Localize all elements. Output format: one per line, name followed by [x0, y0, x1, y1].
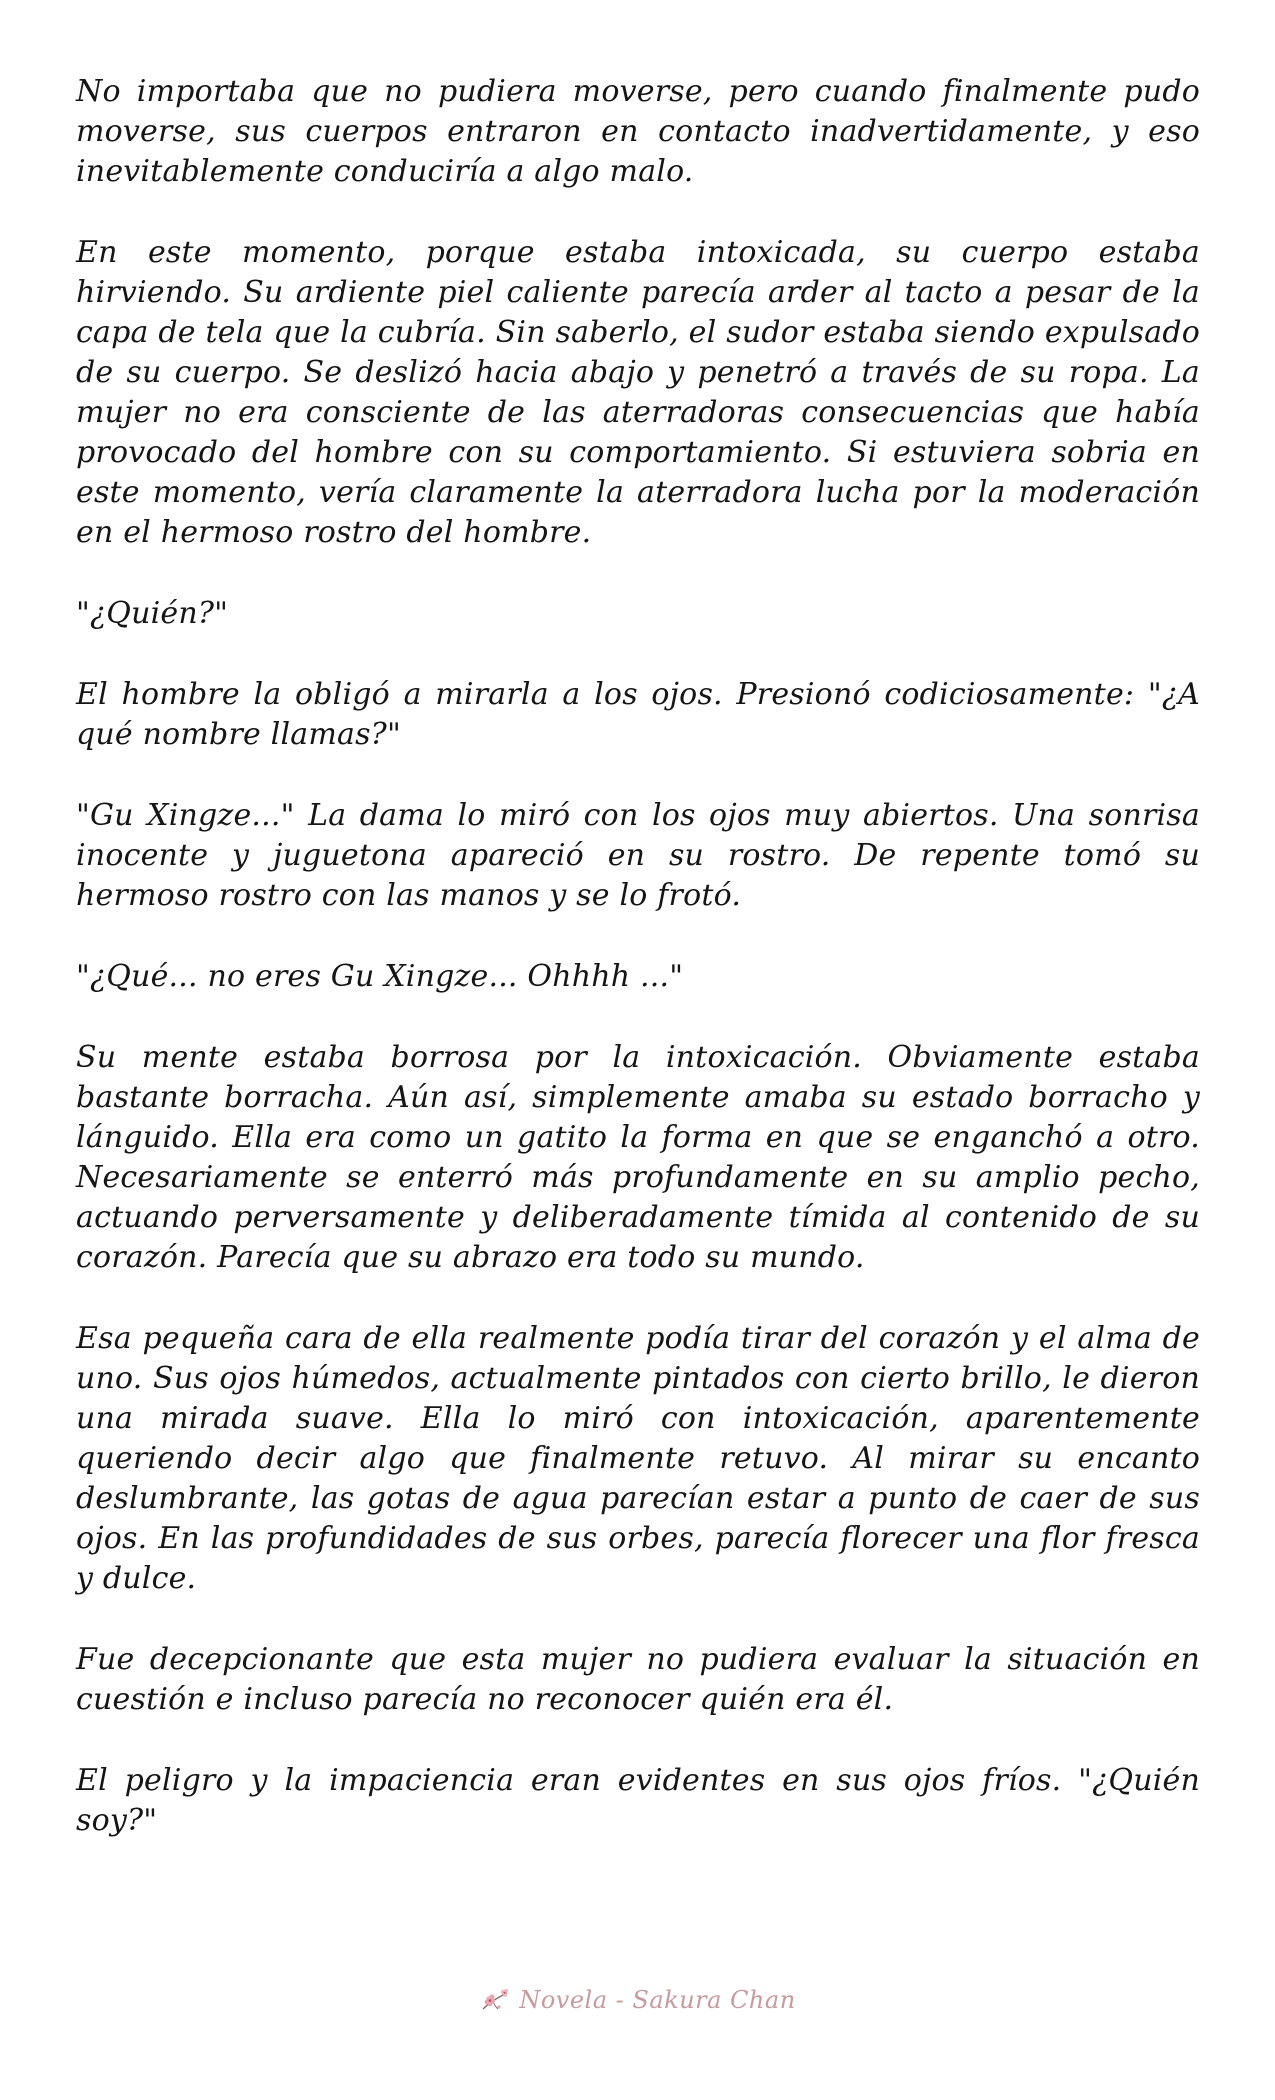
- paragraph-2: En este momento, porque estaba intoxicada, su cuerpo estaba hirviendo. Su ardiente piel caliente parecía arder al tacto a pesar de la capa de tela que la cubría. Sin saberlo, el sudor estaba siendo expulsado de su cuerpo. Se deslizó hacia abajo y penetró a través de su ropa. La mujer no era consciente de las aterradoras consecuencias que había provocado del hombre con su comportamiento. Si estuviera sobria en este momento, vería claramente la aterradora lucha por la moderación en el hermoso rostro del hombre.: [76, 235, 1200, 550]
- paragraph-9: Fue decepcionante que esta mujer no pudiera evaluar la situación en cuestión e incluso parecía no reconocer quién era él.: [76, 1642, 1200, 1717]
- footer-label: Novela - Sakura Chan: [519, 1986, 796, 2014]
- footer-watermark: [0, 1986, 1275, 2018]
- paragraph-6: "¿Qué... no eres Gu Xingze... Ohhhh ...": [76, 959, 684, 994]
- paragraph-7: Su mente estaba borrosa por la intoxicación. Obviamente estaba bastante borracha. Aún así, simplemente amaba su estado borracho y lánguido. Ella era como un gatito la forma en que se enganchó a otro. Necesariamente se enterró más profundamente en su amplio pecho, actuando perversamente y deliberadamente tímida al contenido de su corazón. Parecía que su abrazo era todo su mundo.: [76, 1040, 1200, 1275]
- paragraph-4: El hombre la obligó a mirarla a los ojos. Presionó codiciosamente: "¿A qué nombre llamas?": [76, 677, 1200, 752]
- paragraph-10: El peligro y la impaciencia eran evidentes en sus ojos fríos. "¿Quién soy?": [76, 1763, 1200, 1838]
- footer-inner: [479, 1986, 795, 2014]
- paragraph-1: No importaba que no pudiera moverse, pero cuando finalmente pudo moverse, sus cuerpos entraron en contacto inadvertidamente, y eso inevitablemente conduciría a algo malo.: [76, 74, 1200, 189]
- paragraph-3: "¿Quién?": [76, 596, 229, 631]
- paragraph-5: "Gu Xingze..." La dama lo miró con los ojos muy abiertos. Una sonrisa inocente y juguetona apareció en su rostro. De repente tomó su hermoso rostro con las manos y se lo frotó.: [76, 798, 1200, 913]
- paragraph-8: Esa pequeña cara de ella realmente podía tirar del corazón y el alma de uno. Sus ojos húmedos, actualmente pintados con cierto brillo, le dieron una mirada suave. Ella lo miró con intoxicación, aparentemente queriendo decir algo que finalmente retuvo. Al mirar su encanto deslumbrante, las gotas de agua parecían estar a punto de caer de sus ojos. En las profundidades de sus orbes, parecía florecer una flor fresca y dulce.: [76, 1321, 1200, 1596]
- document-body: [76, 72, 1200, 1882]
- sakura-blossom-icon: [479, 1987, 513, 2013]
